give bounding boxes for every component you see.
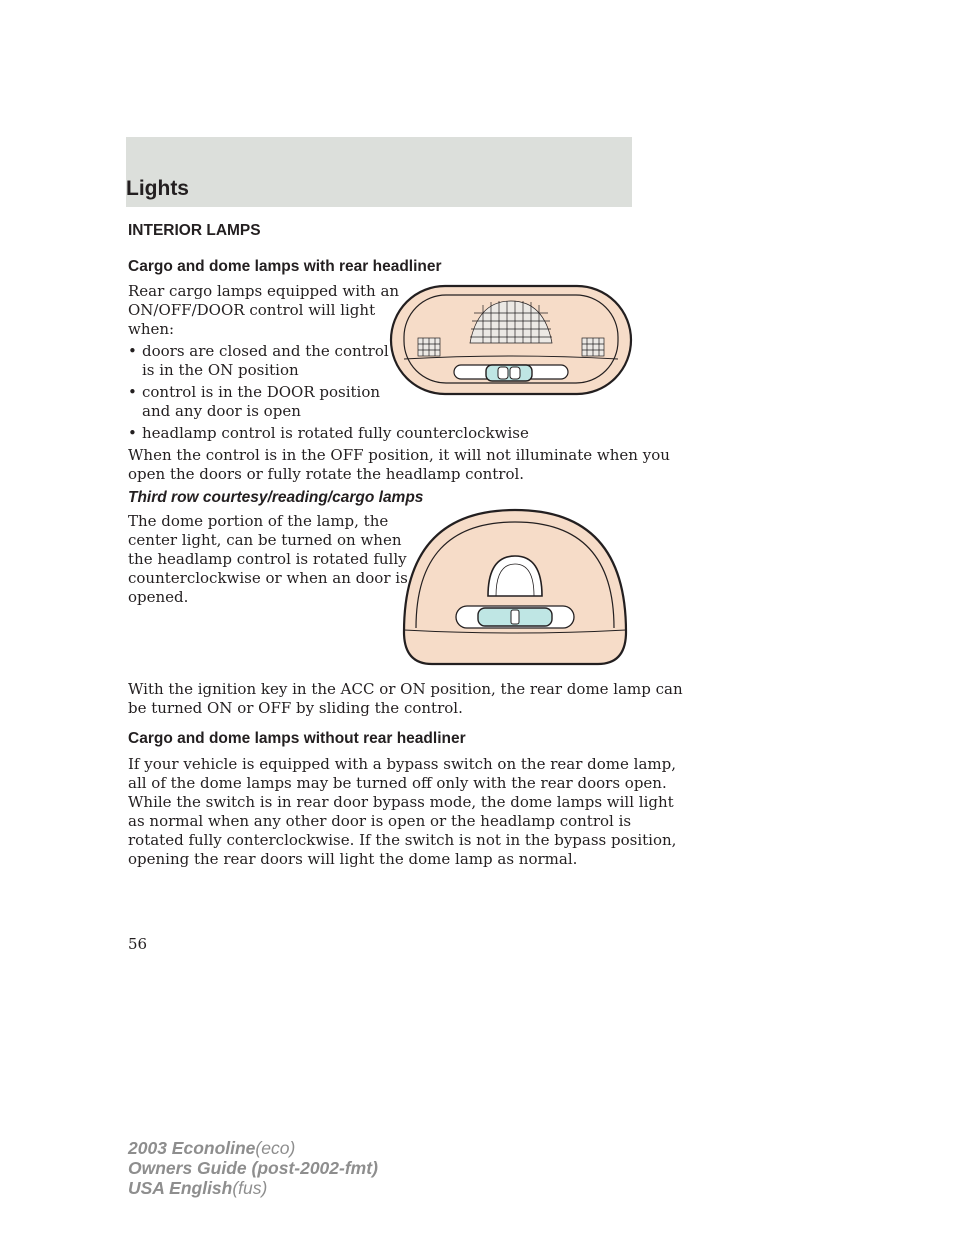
bullet-text: is in the ON position <box>142 361 299 379</box>
bullet-text: and any door is open <box>142 402 301 420</box>
footer-line-1 <box>128 1138 378 1158</box>
sec3-body-line-5: rotated fully conterclockwise. If the switch is not in the bypass position, <box>128 831 677 849</box>
footer-language-code: (fus) <box>232 1178 268 1198</box>
sec1-after-line-1: When the control is in the OFF position, it will not illuminate when you <box>128 446 670 464</box>
document-footer <box>128 1138 378 1198</box>
sec2-after-line-2: be turned ON or OFF by sliding the control. <box>128 699 463 717</box>
bullet-text: doors are closed and the control <box>142 342 389 360</box>
third-row-lamp-illustration <box>398 506 632 670</box>
bullet-dot: • <box>128 342 137 360</box>
sec1-after-line-2: open the doors or fully rotate the headlamp control. <box>128 465 525 483</box>
bullet-dot: • <box>128 424 137 442</box>
section-title: Lights <box>126 177 189 200</box>
footer-model-code: (eco) <box>255 1138 296 1158</box>
sec3-body-line-2: all of the dome lamps may be turned off only with the rear doors open. <box>128 774 667 792</box>
footer-line-3 <box>128 1178 378 1198</box>
sec1-intro-line-2: ON/OFF/DOOR control will light <box>128 301 376 319</box>
bullet-text: control is in the DOOR position <box>142 383 381 401</box>
sec2-body-line-1: The dome portion of the lamp, the <box>128 512 389 530</box>
footer-language: USA English <box>128 1178 233 1198</box>
sec3-body-line-3: While the switch is in rear door bypass mode, the dome lamps will light <box>128 793 674 811</box>
heading-with-headliner: Cargo and dome lamps with rear headliner <box>128 258 442 275</box>
footer-line-2: Owners Guide (post-2002-fmt) <box>128 1158 378 1178</box>
sec2-body-line-3: the headlamp control is rotated fully <box>128 550 407 568</box>
page-number: 56 <box>128 935 148 953</box>
sec2-after-line-1: With the ignition key in the ACC or ON position, the rear dome lamp can <box>128 680 683 698</box>
sec2-body-line-4: counterclockwise or when an door is <box>128 569 408 587</box>
sec1-intro-line-1: Rear cargo lamps equipped with an <box>128 282 400 300</box>
headliner-lamp-illustration <box>388 283 634 398</box>
heading-without-headliner: Cargo and dome lamps without rear headliner <box>128 730 466 747</box>
sec2-body-line-2: center light, can be turned on when <box>128 531 402 549</box>
section-header-band <box>126 137 632 207</box>
bullet-text: headlamp control is rotated fully counterclockwise <box>142 424 529 442</box>
footer-model: 2003 Econoline <box>128 1138 256 1158</box>
heading-third-row: Third row courtesy/reading/cargo lamps <box>128 489 424 506</box>
sec3-body-line-4: as normal when any other door is open or the headlamp control is <box>128 812 632 830</box>
sec1-intro-line-3: when: <box>128 320 175 338</box>
sec2-body-line-5: opened. <box>128 588 189 606</box>
sec3-body-line-1: If your vehicle is equipped with a bypass switch on the rear dome lamp, <box>128 755 676 773</box>
heading-interior-lamps: INTERIOR LAMPS <box>128 222 261 239</box>
sec3-body-line-6: opening the rear doors will light the dome lamp as normal. <box>128 850 578 868</box>
bullet-dot: • <box>128 383 137 401</box>
